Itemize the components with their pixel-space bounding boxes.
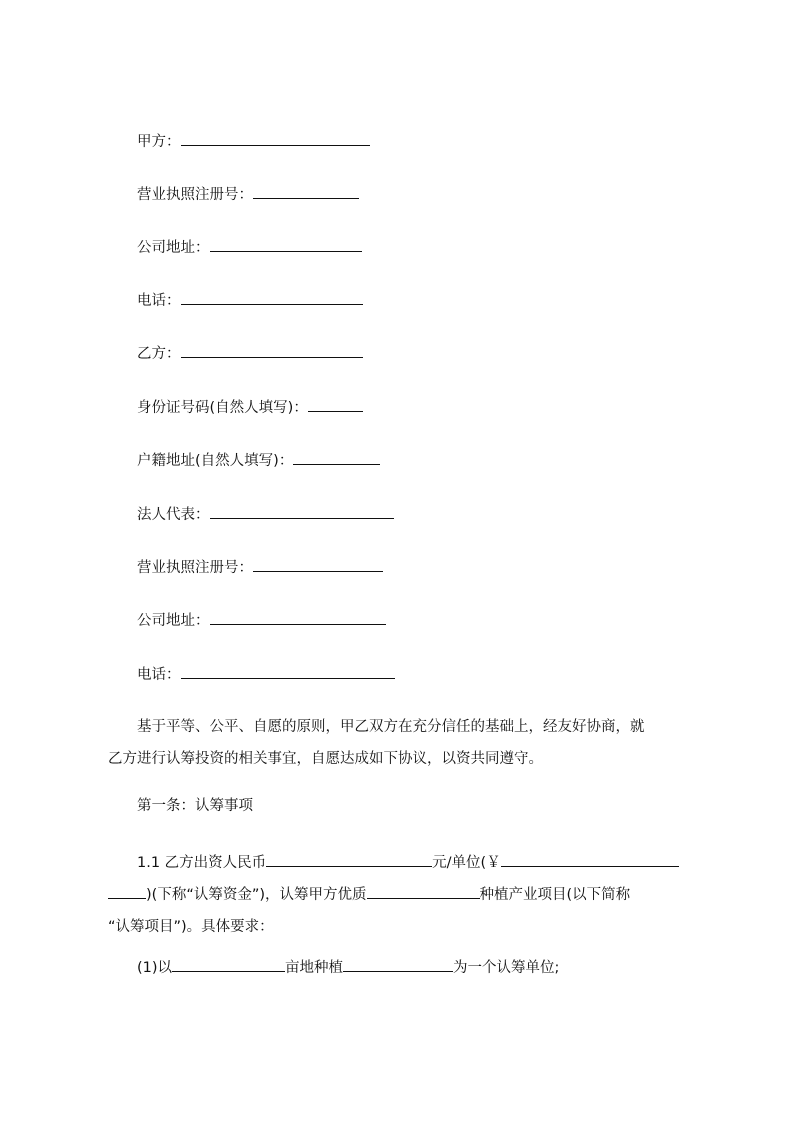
party-a-license-blank [253, 184, 359, 199]
article-1-heading: 第一条：认筹事项 [137, 798, 253, 814]
preamble-line-1: 基于平等、公平、自愿的原则，甲乙双方在充分信任的基础上，经友好协商，就 [137, 719, 645, 735]
party-b-address-line [137, 610, 386, 631]
party-a-address-blank [210, 237, 362, 252]
acres-blank [172, 957, 285, 972]
party-b-id-label: 身份证号码(自然人填写)： [137, 400, 308, 416]
clause-1-1-line-2 [108, 879, 700, 911]
party-a-license-label: 营业执照注册号： [137, 187, 253, 203]
amount-yen-blank-cont [108, 884, 146, 899]
party-b-line [137, 343, 363, 364]
clause-1-1-text-d: 种植产业项目(以下简称 [479, 887, 631, 903]
clause-1-1-text-a: 1.1 乙方出资人民币 [137, 855, 267, 871]
item-1-text-b: 亩地种植 [285, 960, 344, 976]
party-b-phone-line [137, 664, 395, 685]
party-a-line [137, 131, 370, 152]
amount-rmb-blank [266, 852, 432, 867]
party-b-domicile-blank [293, 450, 380, 465]
party-b-legal-rep-label: 法人代表： [137, 507, 210, 523]
party-a-blank [181, 131, 370, 146]
party-b-address-blank [210, 610, 386, 625]
party-b-domicile-label: 户籍地址(自然人填写)： [137, 453, 294, 469]
item-1-line [137, 957, 559, 978]
item-1-text-c: 为一个认筹单位; [453, 960, 560, 976]
party-b-id-line [137, 397, 363, 418]
preamble-paragraph [108, 711, 700, 775]
preamble-line-2: 乙方进行认筹投资的相关事宜，自愿达成如下协议，以资共同遵守。 [108, 751, 543, 767]
party-b-phone-label: 电话： [137, 667, 181, 683]
project-name-blank [367, 884, 480, 899]
clause-1-1-text-c: )(下称“认筹资金”)，认筹甲方优质 [146, 887, 367, 903]
clause-1-1-line-1 [108, 847, 700, 879]
party-a-label: 甲方： [137, 134, 181, 150]
party-a-address-label: 公司地址： [137, 240, 210, 256]
party-b-license-blank [253, 557, 383, 572]
party-b-blank [181, 343, 363, 358]
party-b-phone-blank [181, 664, 395, 679]
party-b-domicile-line [137, 450, 380, 471]
party-a-license-line [137, 184, 359, 205]
party-b-license-label: 营业执照注册号： [137, 560, 253, 576]
crop-blank [343, 957, 453, 972]
party-b-license-line [137, 557, 383, 578]
party-a-phone-label: 电话： [137, 293, 181, 309]
party-b-legal-rep-line [137, 504, 394, 525]
clause-1-1-paragraph [108, 847, 700, 943]
item-1-text-a: (1)以 [137, 960, 173, 976]
amount-yen-blank [501, 852, 679, 867]
party-b-label: 乙方： [137, 346, 181, 362]
clause-1-1-line-3: “认筹项目”)。具体要求： [108, 919, 274, 935]
party-b-address-label: 公司地址： [137, 613, 210, 629]
clause-1-1-text-b: 元/单位(￥ [432, 855, 501, 871]
party-a-phone-blank [181, 290, 363, 305]
party-a-address-line [137, 237, 362, 258]
party-b-id-blank [308, 397, 363, 412]
party-a-phone-line [137, 290, 363, 311]
party-b-legal-rep-blank [210, 504, 394, 519]
